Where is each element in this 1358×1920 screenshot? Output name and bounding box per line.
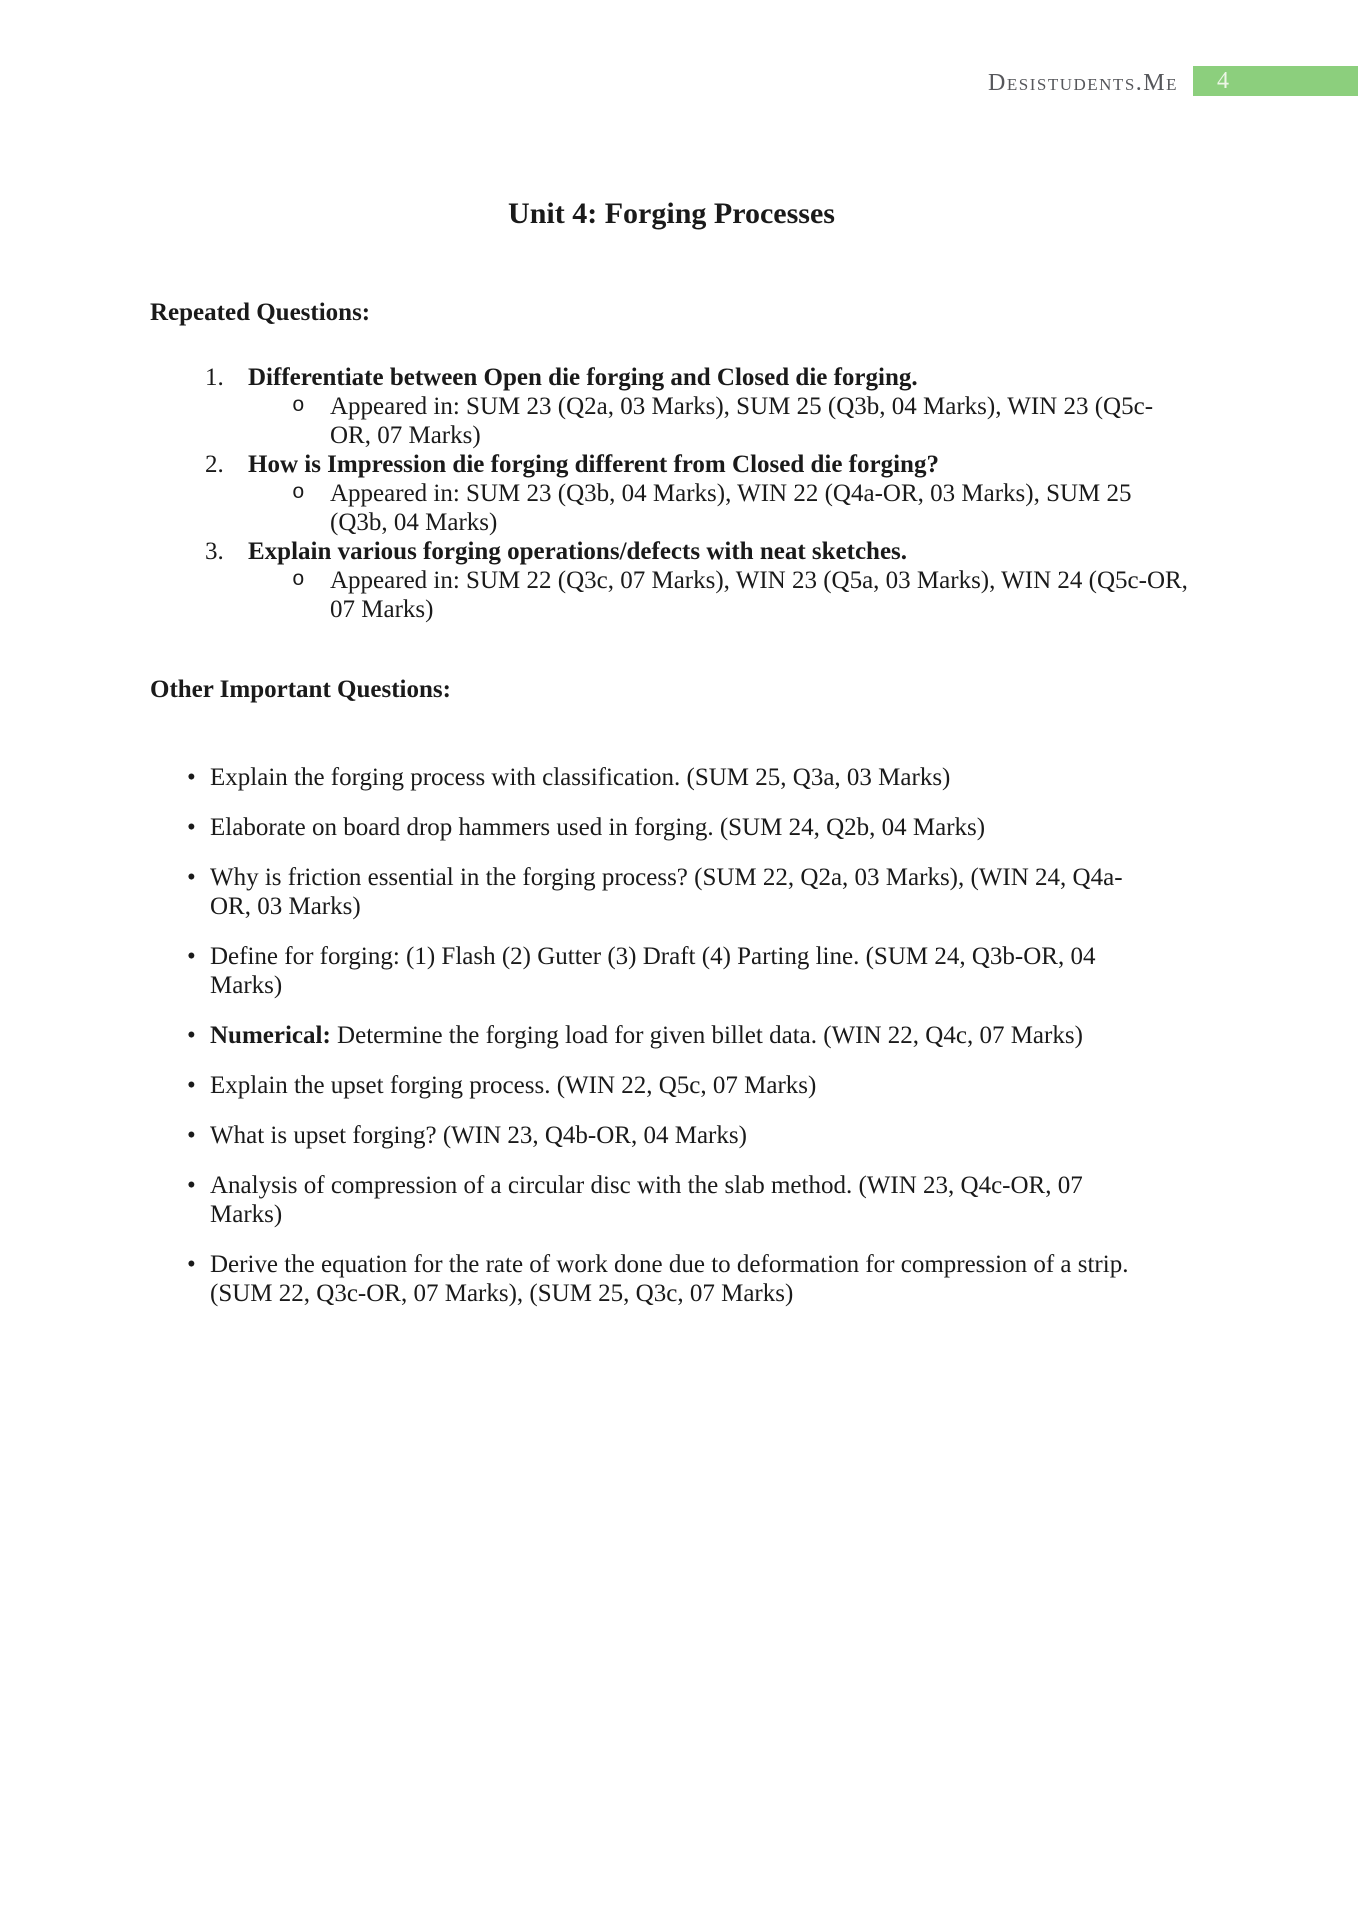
numbered-question (150, 537, 1193, 566)
appearance-note (150, 566, 1193, 624)
question-text (210, 813, 1150, 842)
bullet-question (150, 1121, 1193, 1150)
dot-bullet-icon: • (187, 764, 196, 791)
dot-bullet-icon: • (187, 1022, 196, 1049)
list-number: 3. (205, 538, 224, 565)
circle-bullet-icon: o (292, 395, 305, 418)
list-number: 2. (205, 451, 224, 478)
dot-bullet-icon: • (187, 943, 196, 970)
appearance-note (150, 392, 1193, 450)
bullet-question (150, 1021, 1193, 1050)
question-body: Explain the upset forging process. (WIN 22, Q5c, 07 Marks) (210, 1072, 817, 1099)
question-body: Explain the forging process with classification. (SUM 25, Q3a, 03 Marks) (210, 764, 951, 791)
list-number: 1. (205, 364, 224, 391)
appearance-note (150, 479, 1193, 537)
dot-bullet-icon: • (187, 1122, 196, 1149)
repeated-questions-heading: Repeated Questions: (150, 299, 371, 326)
numbered-question (150, 450, 1193, 479)
question-text: Explain various forging operations/defects with neat sketches. (248, 538, 908, 565)
numbered-question (150, 363, 1193, 392)
other-questions-list (150, 763, 1193, 1308)
question-body: Why is friction essential in the forging process? (SUM 22, Q2a, 03 Marks), (WIN 24, Q4a-OR, 03 Marks) (210, 864, 1123, 920)
question-body: What is upset forging? (WIN 23, Q4b-OR, 04 Marks) (210, 1122, 747, 1149)
site-name: Desistudents.Me (988, 70, 1178, 96)
question-text (210, 942, 1150, 1000)
question-text: How is Impression die forging different from Closed die forging? (248, 451, 939, 478)
dot-bullet-icon: • (187, 1172, 196, 1199)
repeated-questions-list (150, 363, 1193, 624)
bullet-question (150, 813, 1193, 842)
question-body: Define for forging: (1) Flash (2) Gutter (3) Draft (4) Parting line. (SUM 24, Q3b-OR, 04 Marks) (210, 943, 1096, 999)
question-text (210, 1021, 1150, 1050)
question-body: Elaborate on board drop hammers used in forging. (SUM 24, Q2b, 04 Marks) (210, 814, 986, 841)
appearance-text: Appeared in: SUM 22 (Q3c, 07 Marks), WIN 23 (Q5a, 03 Marks), WIN 24 (Q5c-OR, 07 Marks) (330, 567, 1188, 623)
bullet-question (150, 1071, 1193, 1100)
appearance-text: Appeared in: SUM 23 (Q3b, 04 Marks), WIN 22 (Q4a-OR, 03 Marks), SUM 25 (Q3b, 04 Marks) (330, 480, 1132, 536)
bullet-question (150, 863, 1193, 921)
page-content (150, 0, 1193, 1329)
question-lead: Numerical: (210, 1022, 331, 1049)
other-questions-heading: Other Important Questions: (150, 676, 451, 703)
bullet-question (150, 1171, 1193, 1229)
dot-bullet-icon: • (187, 1072, 196, 1099)
dot-bullet-icon: • (187, 1251, 196, 1278)
bullet-question (150, 1250, 1193, 1308)
appearance-text: Appeared in: SUM 23 (Q2a, 03 Marks), SUM 25 (Q3b, 04 Marks), WIN 23 (Q5c-OR, 07 Marks) (330, 393, 1154, 449)
question-text (210, 763, 1150, 792)
question-text (210, 863, 1150, 921)
question-text (210, 1121, 1150, 1150)
question-body: Derive the equation for the rate of work done due to deformation for compression of a strip. (SUM 22, Q3c-OR, 07 Marks), (SUM 25, Q3c, 07 Marks) (210, 1251, 1129, 1307)
question-text: Differentiate between Open die forging and Closed die forging. (248, 364, 918, 391)
bullet-question (150, 942, 1193, 1000)
question-text (210, 1250, 1150, 1308)
question-text (210, 1071, 1150, 1100)
dot-bullet-icon: • (187, 814, 196, 841)
page-number-badge (1193, 66, 1358, 96)
document-title: Unit 4: Forging Processes (508, 197, 835, 230)
dot-bullet-icon: • (187, 864, 196, 891)
circle-bullet-icon: o (292, 482, 305, 505)
circle-bullet-icon: o (292, 569, 305, 592)
question-text (210, 1171, 1150, 1229)
question-body: Analysis of compression of a circular disc with the slab method. (WIN 23, Q4c-OR, 07 Marks) (210, 1172, 1083, 1228)
page-number: 4 (1217, 68, 1229, 94)
question-body: Determine the forging load for given billet data. (WIN 22, Q4c, 07 Marks) (330, 1022, 1083, 1049)
bullet-question (150, 763, 1193, 792)
